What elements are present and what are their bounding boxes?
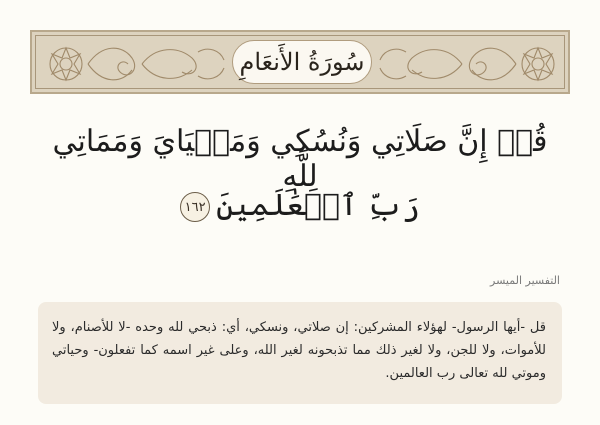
ayah-number-marker: ١٦٢	[180, 192, 210, 222]
title-cartouche	[232, 40, 372, 84]
surah-header-banner	[30, 30, 570, 94]
tafsir-source-label: التفسير الميسر	[490, 274, 560, 287]
verse-line-2	[40, 188, 560, 223]
tafsir-card	[38, 302, 562, 404]
verse-line-1: قُلۡ إِنَّ صَلَاتِي وَنُسُكِي وَمَحۡيَايَ وَمَمَاتِي لِلَّهِ	[52, 124, 548, 194]
surah-title: سُورَةُ الأَنعَامِ	[239, 48, 365, 76]
verse-line-2-text: رَبِّ ٱلۡعَٰلَمِينَ	[216, 188, 420, 223]
tafsir-text: قل -أيها الرسول- لهؤلاء المشركين: إن صلاتي، ونسكي، أي: ذبحي لله وحده -لا للأصنام، ولا للأموات، ولا للجن، ولا لغير ذلك مما تذبحونه لغير الله، وعلى غير اسمه كما تفعلون- وحياتي وموتي لله تعالى رب العالمين.	[52, 320, 546, 381]
